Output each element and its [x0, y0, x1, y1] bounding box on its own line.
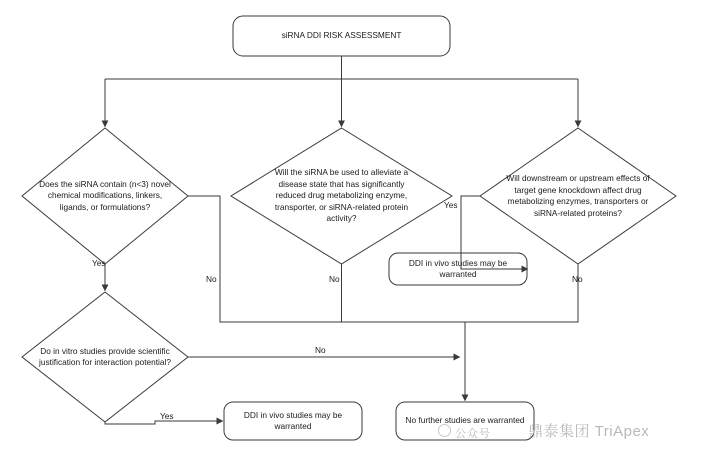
node-ddi-in-vivo-right-label: DDI in vivo studies may be warranted	[408, 257, 508, 279]
edge-label-yes-downstream: Yes	[444, 200, 458, 210]
node-no-further-studies-label: No further studies are warranted	[405, 415, 525, 426]
node-in-vitro-diamond	[22, 292, 188, 422]
node-no-further-studies-box	[396, 402, 534, 440]
node-ddi-in-vivo-bottom-label: DDI in vivo studies may be warranted	[243, 409, 343, 431]
node-novel-chemistry-diamond	[22, 128, 188, 264]
node-ddi-in-vivo-bottom-box	[224, 402, 362, 440]
node-title-box	[233, 16, 450, 56]
node-in-vitro-label: Do in vitro studies provide scientific justification for interaction potential?	[39, 345, 171, 367]
edge-label-no-invitro: No	[315, 345, 326, 355]
node-disease-state-diamond	[231, 128, 452, 264]
node-downstream-label: Will downstream or upstream effects of target gene knockdown affect drug metabolizing enzymes, transporters or siRNA-related proteins?	[506, 173, 650, 218]
watermark-channel-text: 公众号	[455, 428, 491, 440]
node-downstream-diamond	[480, 128, 676, 264]
node-disease-state-label: Will the siRNA be used to alleviate a disease state that has significantly reduced drug metabolizing enzyme, transporter, or siRNA-related protein activity?	[274, 167, 409, 224]
node-novel-chemistry-label: Does the siRNA contain (n<3) novel chemical modifications, linkers, ligands, or formulations?	[39, 178, 171, 212]
node-title-label: siRNA DDI RISK ASSESSMENT	[281, 30, 402, 41]
edge-label-yes-novel: Yes	[92, 258, 106, 268]
edge-label-no-downstream: No	[572, 274, 583, 284]
watermark-brand-text: 鼎泰集团 TriApex	[528, 423, 650, 440]
edge-label-no-disease: No	[329, 274, 340, 284]
watermark-circle-icon	[438, 424, 451, 437]
edge-label-no-novel: No	[206, 274, 217, 284]
edge-label-yes-invitro: Yes	[160, 411, 174, 421]
